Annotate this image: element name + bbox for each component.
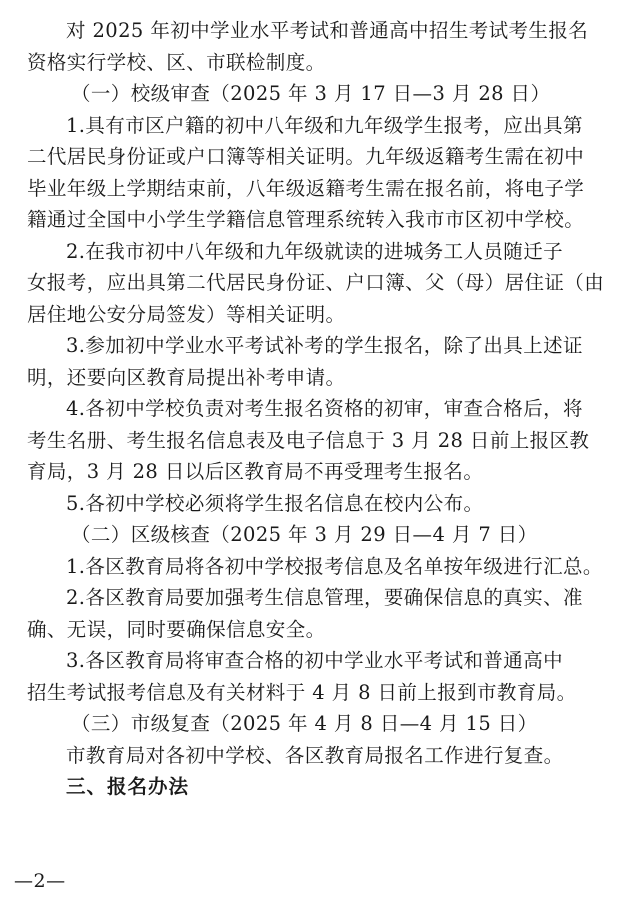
city-level-text: 市教育局对各初中学校、各区教育局报名工作进行复查。 [66,743,564,767]
school-item-1-line-3: 毕业年级上学期结束前，八年级返籍考生需在报名前，将电子学 [27,176,585,200]
page-number: —2— [14,870,66,892]
school-item-1-line-4: 籍通过全国中小学生学籍信息管理系统转入我市市区初中学校。 [27,208,585,231]
school-item-1-line-1: 1.具有市区户籍的初中八年级和九年级学生报考，应出具第 [66,113,583,137]
school-item-3-line-1: 3.参加初中学业水平考试补考的学生报名，除了出具上述证 [66,334,583,357]
school-item-4-line-1: 4.各初中学校负责对考生报名资格的初审，审查合格后，将 [66,397,583,420]
school-item-1-line-2: 二代居民身份证或户口簿等相关证明。九年级返籍考生需在初中 [27,145,585,168]
intro-line-1: 对 2025 年初中学业水平考试和普通高中招生考试考生报名 [66,19,589,42]
school-item-2-line-1: 2.在我市初中八年级和九年级就读的进城务工人员随迁子 [66,239,564,263]
district-item-2-line-2: 确、无误，同时要确保信息安全。 [27,617,326,641]
school-level-heading: （一）校级审查（2025 年 3 月 17 日—3 月 28 日） [71,82,551,105]
school-item-2-line-2: 女报考，应出具第二代居民身份证、户口簿、父（母）居住证（由 [27,271,605,294]
district-item-2-line-1: 2.各区教育局要加强考生信息管理，要确保信息的真实、准 [66,586,583,609]
district-level-heading: （二）区级核查（2025 年 3 月 29 日—4 月 7 日） [71,523,538,546]
intro-line-2: 资格实行学校、区、市联检制度。 [27,50,326,74]
school-item-3-line-2: 明，还要向区教育局提出补考申请。 [27,365,346,389]
city-level-heading: （三）市级复查（2025 年 4 月 8 日—4 月 15 日） [71,712,538,735]
school-item-5: 5.各初中学校必须将学生报名信息在校内公布。 [66,491,484,515]
district-item-3-line-1: 3.各区教育局将审查合格的初中学业水平考试和普通高中 [66,649,564,672]
district-item-3-line-2: 招生考试报考信息及有关材料于 4 月 8 日前上报到市教育局。 [27,680,577,704]
school-item-4-line-3: 育局，3 月 28 日以后区教育局不再受理考生报名。 [27,460,484,483]
district-item-1: 1.各区教育局将各初中学校报考信息及名单按年级进行汇总。 [66,554,603,578]
section-3-heading: 三、报名办法 [66,775,190,798]
school-item-2-line-3: 居住地公安分局签发）等相关证明。 [27,302,346,326]
school-item-4-line-2: 考生名册、考生报名信息表及电子信息于 3 月 28 日前上报区教 [27,428,590,452]
document-page [27,15,605,803]
